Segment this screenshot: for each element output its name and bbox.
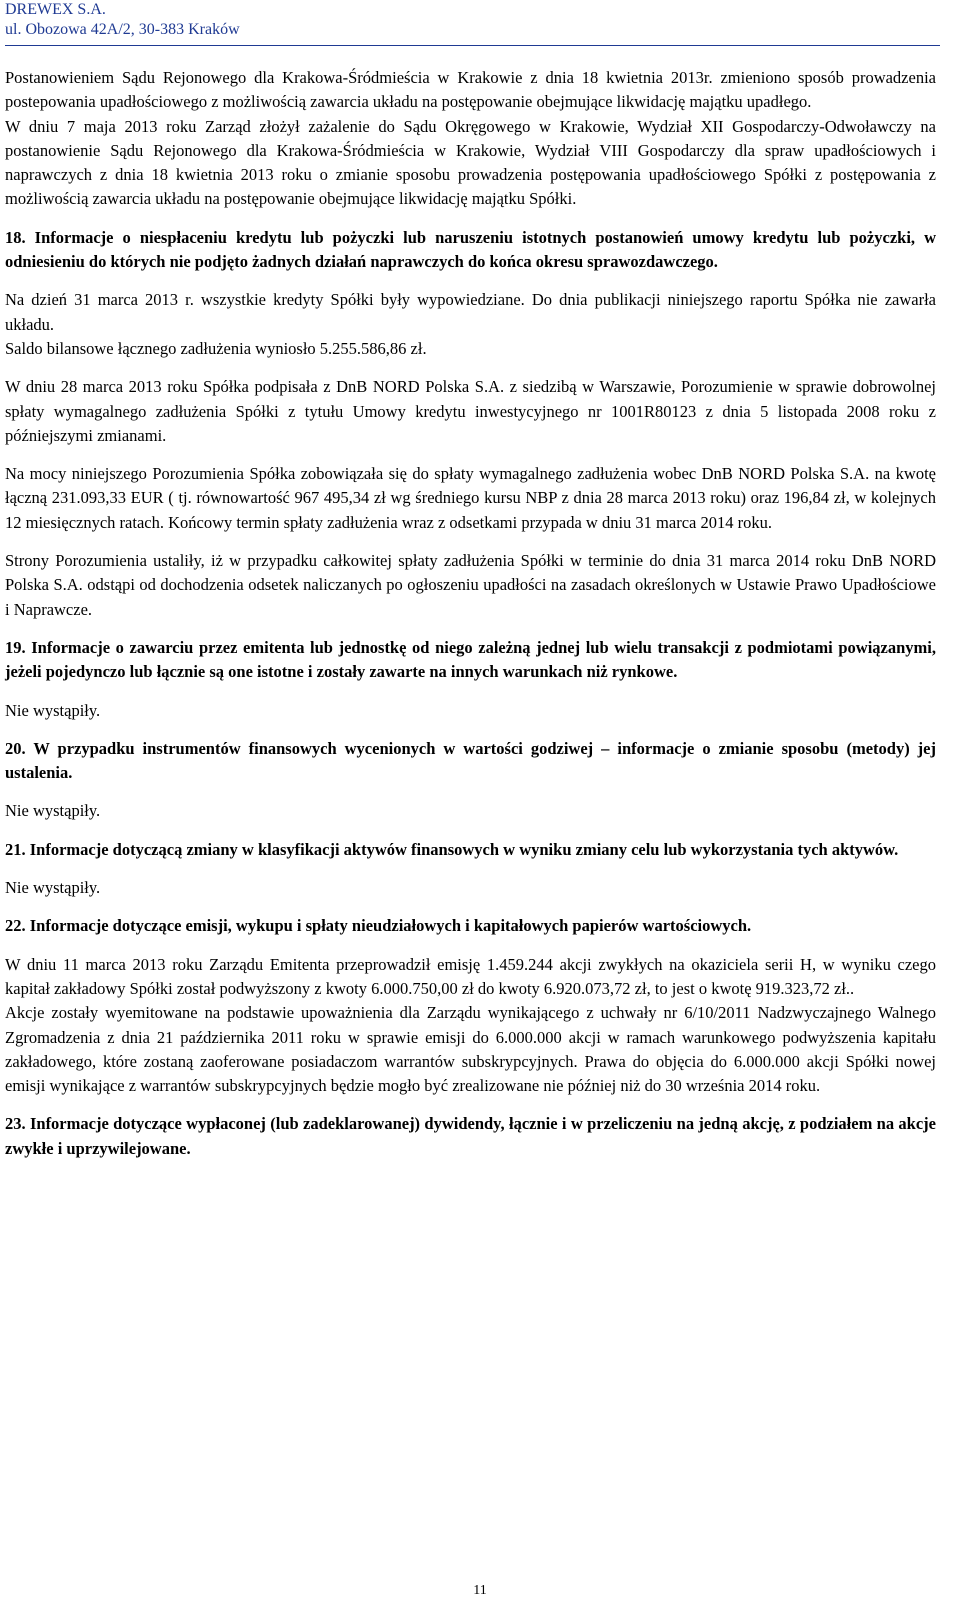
paragraph: Na dzień 31 marca 2013 r. wszystkie kredyty Spółki były wypowiedziane. Do dnia publikacji niniejszego raportu Spółka nie zawarła układu. (5, 290, 936, 334)
page-header (5, 0, 940, 40)
paragraph: Postanowieniem Sądu Rejonowego dla Krakowa-Śródmieścia w Krakowie z dnia 18 kwietnia 2013r. zmieniono sposób prowadzenia postepowania upadłościowego z możliwością zawarcia układu na postępowanie obejmujące likwidację majątku upadłego. (5, 68, 936, 112)
section-19-heading: 19. Informacje o zawarciu przez emitenta lub jednostkę od niego zależną jednej lub wielu transakcji z podmiotami powiązanymi, jeżeli pojedynczo lub łącznie są one istotne i zostały zawarte na innych warunkach niż rynkowe. (5, 637, 936, 682)
page-number: 11 (473, 1583, 487, 1598)
section-20-heading: 20. W przypadku instrumentów finansowych wycenionych w wartości godziwej – informacje o zmianie sposobu (metody) jej ustalenia. (5, 738, 936, 783)
paragraph: Saldo bilansowe łącznego zadłużenia wyniosło 5.255.586,86 zł. (5, 338, 427, 358)
company-name: DREWEX S.A. (5, 1, 106, 18)
paragraph: W dniu 28 marca 2013 roku Spółka podpisała z DnB NORD Polska S.A. z siedzibą w Warszawie, Porozumienie w sprawie dobrowolnej spłaty wymagalnego zadłużenia Spółki z tytułu Umowy kredytu inwestycyjnego nr 1001R80123 z dnia 5 listopada 2008 roku z późniejszymi zmianami. (5, 377, 936, 445)
paragraph: W dniu 11 marca 2013 roku Zarządu Emitenta przeprowadził emisję 1.459.244 akcji zwykłych na okaziciela serii H, w wyniku czego kapitał zakładowy Spółki został podwyższony z kwoty 6.000.750,00 zł do kwoty 6.920.073,72 zł, to jest o kwotę 919.323,72 zł.. (5, 954, 936, 998)
section-23-heading: 23. Informacje dotyczące wypłaconej (lub zadeklarowanej) dywidendy, łącznie i w przeliczeniu na jedną akcję, z podziałem na akcje zwykłe i uprzywilejowane. (5, 1114, 936, 1158)
section-22-heading: 22. Informacje dotyczące emisji, wykupu i spłaty nieudziałowych i kapitałowych papierów wartościowych. (5, 916, 752, 936)
section-18-heading: 18. Informacje o niespłaceniu kredytu lub pożyczki lub naruszeniu istotnych postanowień umowy kredytu lub pożyczki, w odniesieniu do których nie podjęto żadnych działań naprawczych do końca okresu sprawozdawczego. (5, 227, 936, 272)
paragraph: Na mocy niniejszego Porozumienia Spółka zobowiązała się do spłaty wymagalnego zadłużenia wobec DnB NORD Polska S.A. na kwotę łączną 231.093,33 EUR ( tj. równowartość 967 495,34 zł wg średniego kursu NBP z dnia 28 marca 2013 roku) oraz 196,84 zł, w kolejnych 12 miesięcznych ratach. Końcowy termin spłaty zadłużenia wraz z odsetkami przypada w dniu 31 marca 2014 roku. (5, 464, 936, 532)
company-address: ul. Obozowa 42A/2, 30-383 Kraków (5, 21, 240, 38)
paragraph: Strony Porozumienia ustaliły, iż w przypadku całkowitej spłaty zadłużenia Spółki w terminie do dnia 31 marca 2014 roku DnB NORD Polska S.A. odstąpi od dochodzenia odsetek naliczanych po ogłoszeniu upadłości na zasadach określonych w Ustawie Prawo Upadłościowe i Naprawcze. (5, 551, 936, 619)
header-divider (5, 45, 940, 46)
section-21-heading: 21. Informacje dotyczącą zmiany w klasyfikacji aktywów finansowych w wyniku zmiany celu lub wykorzystania tych aktywów. (5, 839, 899, 859)
paragraph: Nie wystąpiły. (5, 878, 101, 898)
document-body (5, 66, 936, 1161)
paragraph: Nie wystąpiły. (5, 700, 101, 720)
paragraph: Nie wystąpiły. (5, 801, 101, 821)
paragraph: W dniu 7 maja 2013 roku Zarząd złożył zażalenie do Sądu Okręgowego w Krakowie, Wydział XII Gospodarczy-Odwoławczy na postanowienie Sądu Rejonowego dla Krakowa-Śródmieścia w Krakowie, Wydział VIII Gospodarczy dla spraw upadłościowych i naprawczych z dnia 18 kwietnia 2013 roku o zmianie sposobu prowadzenia postępowania upadłościowego Spółki z postępowania z możliwością zawarcia układu na postępowanie obejmujące likwidację majątku Spółki. (5, 116, 936, 209)
paragraph: Akcje zostały wyemitowane na podstawie upoważnienia dla Zarządu wynikającego z uchwały nr 6/10/2011 Nadzwyczajnego Walnego Zgromadzenia z dnia 21 października 2011 roku w sprawie emisji do 6.000.000 akcji w ramach warunkowego podwyższenia kapitału zakładowego, które zostaną zaoferowane posiadaczom warrantów subskrypcyjnych. Prawa do objęcia do 6.000.000 akcji Spółki nowej emisji wynikające z warrantów subskrypcyjnych będzie mogło być zrealizowane nie później niż do 30 września 2014 roku. (5, 1003, 936, 1096)
